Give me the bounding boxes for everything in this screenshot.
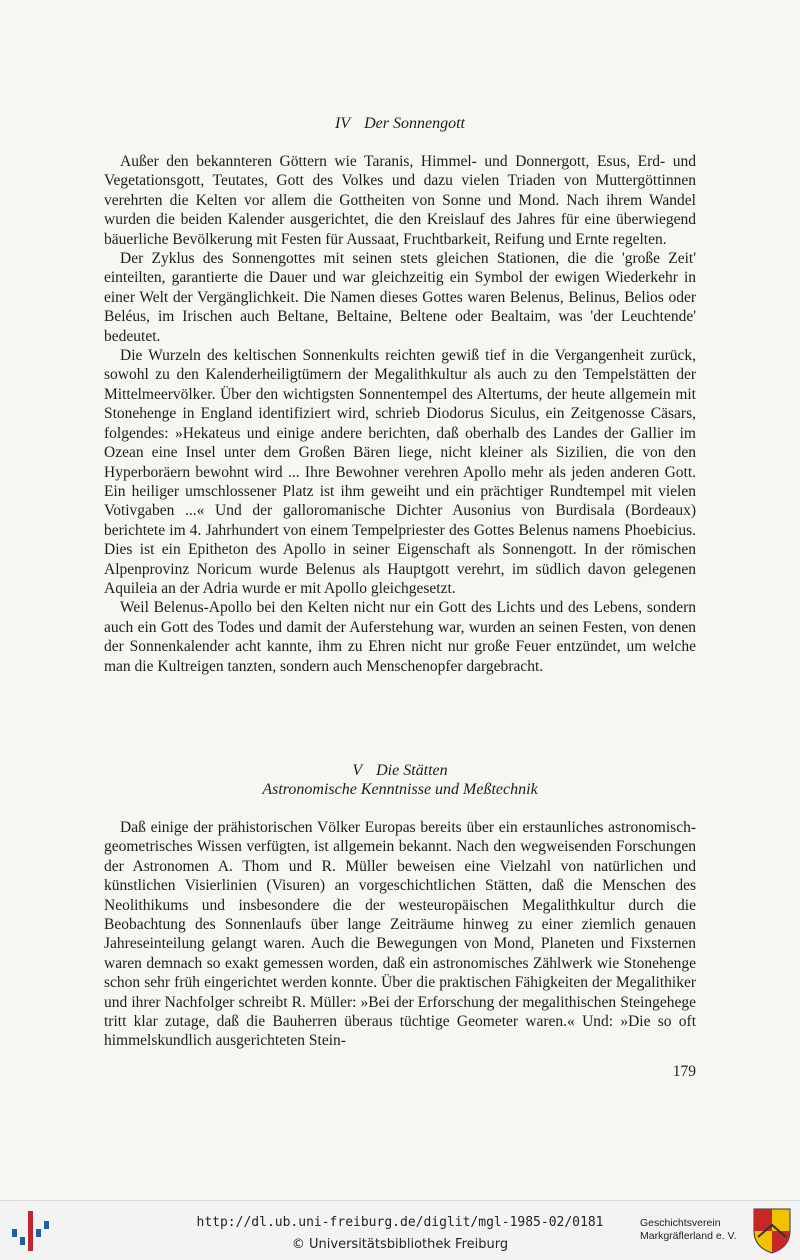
permalink-url[interactable]: http://dl.ub.uni-freiburg.de/diglit/mgl-1985-02/0181: [196, 1215, 604, 1230]
ub-freiburg-logo-icon[interactable]: [10, 1207, 52, 1255]
paragraph: Die Wurzeln des keltischen Sonnenkults reichten gewiß tief in die Vergangenheit zurück, sowohl zu den Kalenderheiligtümern der Megalithkultur als auch zu den Tempelstätten der Mittelmeervölker. Über den wichtigsten Sonnentempel des Altertums, der heute allgemein mit Stonehenge in England identifiziert wird, schrieb Diodorus Siculus, ein Zeitgenosse Cäsars, folgendes: »Hekateus und einige andere berichten, daß oberhalb des Landes der Gallier im Ozean eine Insel unter dem Großen Bären liege, nicht kleiner als Sizilien, die von den Hyperboräern bewohnt wird ... Ihre Bewohner verehren Apollo mehr als jeden anderen Gott. Ein heiliger umschlossener Platz ist ihm geweiht und ein prächtiger Rundtempel mit vielen Votivgaben ...« Und der galloromanische Dichter Ausonius von Burdisala (Bordeaux) berichtete im 4. Jahrhundert von einem Tempelpriester des Gottes Belenus namens Phoebicius. Dies ist ein Epitheton des Apollo in seiner Eigenschaft als Sonnengott. In der römischen Alpenprovinz Noricum wurde Belenus als Hauptgott verehrt, im südlich davon gelegenen Aquileia an der Adria wurde er mit Apollo gleichgesetzt.: [104, 347, 696, 597]
coat-of-arms-icon[interactable]: [752, 1207, 792, 1255]
section-number: IV: [335, 115, 351, 132]
paragraph: Außer den bekannteren Göttern wie Taranis, Himmel- und Donnergott, Esus, Erd- und Vegetationsgott, Teutates, Gott des Volkes und dazu vielen Triaden von Muttergöttinnen verehrten die Kelten vor allem die Gottheiten von Sonne und Mond. Nach ihrem Wandel wurden die beiden Kalender ausgerichtet, die den Kreislauf des Jahres für eine überwiegend bäuerliche Bevölkerung mit Festen für Aussaat, Fruchtbarkeit, Reifung und Ernte regelten.: [104, 153, 696, 248]
section-title: Der Sonnengott: [364, 115, 465, 132]
page-number: 179: [672, 1063, 696, 1080]
section-heading-v: [104, 761, 696, 781]
society-line-1: Geschichtsverein: [640, 1217, 721, 1229]
section-number: V: [352, 762, 363, 779]
section-heading-iv: [104, 114, 696, 134]
copyright-notice: © Universitätsbibliothek Freiburg: [291, 1237, 509, 1252]
viewer-footer: [0, 1200, 800, 1260]
society-name: [640, 1217, 750, 1243]
paragraph: Daß einige der prähistorischen Völker Europas bereits über ein erstaunliches astronomisch-geometrisches Wissen verfügten, ist allgemein bekannt. Nach den wegweisenden Forschungen der Astronomen A. Thom und R. Müller beweisen eine Vielzahl von natürlichen und künstlichen Visierlinien (Visuren) an vorgeschichtlichen Stätten, daß die Menschen des Neolithikums und insbesondere die der westeuropäischen Megalithkultur durch die Beobachtung des Sonnenlaufs über lange Zeiträume hinweg zu einer ziemlich genauen Jahreseinteilung gelangt waren. Auch die Bewegungen von Mond, Planeten und Fixsternen waren demnach so exakt gemessen worden, daß ein astronomisches Zählwerk wie Stonehenge schon sehr früh eingerichtet werden konnte. Über die praktischen Fähigkeiten der Megalithiker und ihrer Nachfolger schreibt R. Müller: »Bei der Erforschung der megalithischen Steingehege tritt klar zutage, daß die Bauherren überaus tüchtige Geometer waren.« Und: »Die so oft himmelskundlich ausgerichteten Stein-: [104, 819, 696, 1050]
society-line-2: Markgräflerland e. V.: [640, 1230, 737, 1242]
section-v-body: [104, 818, 696, 1051]
paragraph: Der Zyklus des Sonnengottes mit seinen stets gleichen Stationen, die die 'große Zeit' einteilten, garantierte die Dauer und war gleichzeitig ein Symbol der ewigen Wiederkehr in einer Welt der Vergänglichkeit. Die Namen dieses Gottes waren Belenus, Belinus, Belios oder Beléus, im Irischen auch Beltane, Beltaine, Beltene oder Bealtaim, was 'der Leuchtende' bedeutet.: [104, 250, 696, 345]
section-iv-body: [104, 152, 696, 676]
paragraph: Weil Belenus-Apollo bei den Kelten nicht nur ein Gott des Lichts und des Lebens, sondern auch ein Gott des Todes und damit der Auferstehung war, wurden an seinen Festen, von denen der Sonnenkalender acht kannte, ihm zu Ehren nicht nur große Feuer entzündet, um welche man die Kultreigen tanzten, sondern auch Menschenopfer dargebracht.: [104, 599, 696, 675]
section-subtitle: Astronomische Kenntnisse und Meßtechnik: [262, 781, 538, 798]
section-title: Die Stätten: [376, 762, 448, 779]
